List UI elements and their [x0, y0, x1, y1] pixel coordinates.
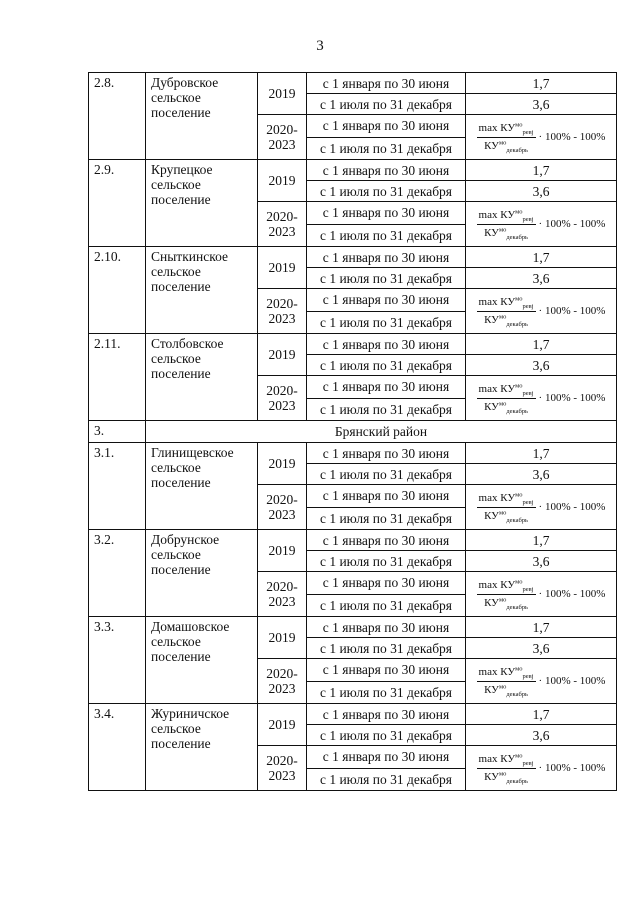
value-cell: 1,7	[466, 160, 617, 181]
numerator-sub: ревj	[522, 302, 534, 310]
period-cell: с 1 июля по 31 декабря	[307, 268, 466, 289]
value-cell: 1,7	[466, 247, 617, 268]
numerator-sub: ревj	[522, 128, 534, 136]
numerator-sub: ревj	[522, 389, 534, 397]
denominator-text: КУ	[484, 509, 499, 522]
formula-cell	[466, 289, 617, 334]
row-number: 2.11.	[89, 334, 146, 421]
year-cell: 2019	[258, 443, 307, 485]
denominator-text: КУ	[484, 770, 499, 783]
formula-cell	[466, 659, 617, 704]
denominator-sub: декабрь	[506, 603, 529, 611]
denominator-text: КУ	[484, 226, 499, 239]
period-cell: с 1 июля по 31 декабря	[307, 725, 466, 746]
period-cell: с 1 января по 30 июня	[307, 530, 466, 551]
settlement-name: Добрунское сельское поселение	[146, 530, 258, 617]
period-cell: с 1 января по 30 июня	[307, 659, 466, 682]
value-cell: 1,7	[466, 73, 617, 94]
period-cell: с 1 июля по 31 декабря	[307, 464, 466, 485]
formula-rest: · 100% - 100%	[538, 391, 606, 404]
period-cell: с 1 января по 30 июня	[307, 202, 466, 225]
value-cell: 3,6	[466, 725, 617, 746]
value-cell: 3,6	[466, 464, 617, 485]
formula-numerator	[477, 578, 536, 595]
value-cell: 3,6	[466, 638, 617, 659]
formula-numerator	[477, 752, 536, 769]
denominator-sub: декабрь	[506, 320, 529, 328]
period-cell: с 1 января по 30 июня	[307, 443, 466, 464]
formula-denominator	[484, 682, 528, 698]
period-cell: с 1 июля по 31 декабря	[307, 94, 466, 115]
row-number: 3.4.	[89, 704, 146, 791]
year-cell: 2020-2023	[258, 376, 307, 421]
period-cell: с 1 января по 30 июня	[307, 73, 466, 94]
numerator-sub: ревj	[522, 672, 534, 680]
row-number: 2.10.	[89, 247, 146, 334]
period-cell: с 1 января по 30 июня	[307, 160, 466, 181]
period-cell: с 1 июля по 31 декабря	[307, 181, 466, 202]
formula-fraction	[477, 208, 536, 241]
period-cell: с 1 июля по 31 декабря	[307, 311, 466, 334]
formula-rest: · 100% - 100%	[538, 500, 606, 513]
period-cell: с 1 января по 30 июня	[307, 572, 466, 595]
numerator-sub: ревj	[522, 759, 534, 767]
denominator-text: КУ	[484, 400, 499, 413]
numerator-text: max КУ	[478, 752, 516, 765]
formula	[466, 485, 616, 529]
denominator-text: КУ	[484, 683, 499, 696]
table-row	[89, 704, 617, 725]
table-row	[89, 160, 617, 181]
formula-fraction	[477, 121, 536, 154]
row-number: 3.	[89, 421, 146, 443]
formula-denominator	[484, 312, 528, 328]
denominator-sup: мо	[498, 138, 507, 146]
settlement-name: Дубровское сельское поселение	[146, 73, 258, 160]
table-row	[89, 334, 617, 355]
formula-denominator	[484, 595, 528, 611]
denominator-sub: декабрь	[506, 690, 529, 698]
numerator-text: max КУ	[478, 491, 516, 504]
formula-fraction	[477, 491, 536, 524]
numerator-sup: мо	[515, 120, 523, 128]
numerator-text: max КУ	[478, 121, 516, 134]
formula-cell	[466, 485, 617, 530]
numerator-sub: ревj	[522, 585, 534, 593]
formula-denominator	[484, 225, 528, 241]
period-cell: с 1 июля по 31 декабря	[307, 681, 466, 704]
formula	[466, 202, 616, 246]
year-cell: 2020-2023	[258, 289, 307, 334]
year-cell: 2019	[258, 160, 307, 202]
formula-cell	[466, 746, 617, 791]
period-cell: с 1 января по 30 июня	[307, 289, 466, 312]
period-cell: с 1 января по 30 июня	[307, 704, 466, 725]
denominator-sup: мо	[498, 508, 507, 516]
year-cell: 2020-2023	[258, 202, 307, 247]
formula-fraction	[477, 752, 536, 785]
value-cell: 3,6	[466, 181, 617, 202]
period-cell: с 1 июля по 31 декабря	[307, 137, 466, 160]
period-cell: с 1 июля по 31 декабря	[307, 398, 466, 421]
table-row	[89, 443, 617, 464]
table-row	[89, 73, 617, 94]
year-cell: 2019	[258, 247, 307, 289]
formula	[466, 746, 616, 790]
numerator-sup: мо	[515, 490, 523, 498]
value-cell: 1,7	[466, 617, 617, 638]
formula-rest: · 100% - 100%	[538, 217, 606, 230]
value-cell: 1,7	[466, 334, 617, 355]
numerator-sup: мо	[515, 751, 523, 759]
region-name: Брянский район	[146, 421, 617, 443]
formula	[466, 572, 616, 616]
row-number: 3.2.	[89, 530, 146, 617]
formula-rest: · 100% - 100%	[538, 761, 606, 774]
numerator-sub: ревj	[522, 498, 534, 506]
value-cell: 1,7	[466, 704, 617, 725]
year-cell: 2019	[258, 334, 307, 376]
numerator-text: max КУ	[478, 295, 516, 308]
numerator-sup: мо	[515, 577, 523, 585]
formula-numerator	[477, 665, 536, 682]
row-number: 3.1.	[89, 443, 146, 530]
denominator-sup: мо	[498, 225, 507, 233]
formula-fraction	[477, 295, 536, 328]
year-cell: 2020-2023	[258, 485, 307, 530]
settlement-name: Крупецкое сельское поселение	[146, 160, 258, 247]
numerator-sub: ревj	[522, 215, 534, 223]
formula-rest: · 100% - 100%	[538, 304, 606, 317]
denominator-sup: мо	[498, 312, 507, 320]
settlement-name: Сныткинское сельское поселение	[146, 247, 258, 334]
period-cell: с 1 января по 30 июня	[307, 376, 466, 399]
formula-rest: · 100% - 100%	[538, 674, 606, 687]
period-cell: с 1 января по 30 июня	[307, 334, 466, 355]
formula-fraction	[477, 665, 536, 698]
year-cell: 2019	[258, 617, 307, 659]
formula	[466, 376, 616, 420]
formula-fraction	[477, 578, 536, 611]
denominator-sub: декабрь	[506, 516, 529, 524]
denominator-sub: декабрь	[506, 233, 529, 241]
numerator-sup: мо	[515, 381, 523, 389]
formula-denominator	[484, 769, 528, 785]
denominator-sub: декабрь	[506, 146, 529, 154]
period-cell: с 1 июля по 31 декабря	[307, 768, 466, 791]
year-cell: 2020-2023	[258, 572, 307, 617]
period-cell: с 1 января по 30 июня	[307, 617, 466, 638]
formula-numerator	[477, 382, 536, 399]
value-cell: 3,6	[466, 268, 617, 289]
formula	[466, 659, 616, 703]
formula-rest: · 100% - 100%	[538, 587, 606, 600]
formula-numerator	[477, 121, 536, 138]
period-cell: с 1 июля по 31 декабря	[307, 638, 466, 659]
value-cell: 3,6	[466, 551, 617, 572]
period-cell: с 1 января по 30 июня	[307, 485, 466, 508]
formula-cell	[466, 202, 617, 247]
year-cell: 2019	[258, 73, 307, 115]
period-cell: с 1 июля по 31 декабря	[307, 594, 466, 617]
year-cell: 2020-2023	[258, 746, 307, 791]
formula	[466, 115, 616, 159]
value-cell: 3,6	[466, 94, 617, 115]
numerator-text: max КУ	[478, 665, 516, 678]
value-cell: 3,6	[466, 355, 617, 376]
formula-denominator	[484, 399, 528, 415]
row-number: 2.9.	[89, 160, 146, 247]
formula-cell	[466, 572, 617, 617]
table-row	[89, 617, 617, 638]
year-cell: 2019	[258, 530, 307, 572]
denominator-sup: мо	[498, 682, 507, 690]
period-cell: с 1 июля по 31 декабря	[307, 355, 466, 376]
year-cell: 2020-2023	[258, 659, 307, 704]
numerator-sup: мо	[515, 664, 523, 672]
formula-denominator	[484, 138, 528, 154]
period-cell: с 1 июля по 31 декабря	[307, 507, 466, 530]
period-cell: с 1 января по 30 июня	[307, 746, 466, 769]
settlement-name: Домашовское сельское поселение	[146, 617, 258, 704]
formula-denominator	[484, 508, 528, 524]
denominator-sup: мо	[498, 595, 507, 603]
period-cell: с 1 июля по 31 декабря	[307, 224, 466, 247]
denominator-sup: мо	[498, 399, 507, 407]
denominator-sub: декабрь	[506, 407, 529, 415]
denominator-text: КУ	[484, 313, 499, 326]
tariff-table	[88, 72, 617, 791]
formula-rest: · 100% - 100%	[538, 130, 606, 143]
formula-numerator	[477, 295, 536, 312]
formula-numerator	[477, 491, 536, 508]
settlement-name: Столбовское сельское поселение	[146, 334, 258, 421]
formula-fraction	[477, 382, 536, 415]
year-cell: 2020-2023	[258, 115, 307, 160]
page-number: 3	[316, 38, 324, 54]
value-cell: 1,7	[466, 443, 617, 464]
numerator-sup: мо	[515, 294, 523, 302]
formula-cell	[466, 115, 617, 160]
denominator-text: КУ	[484, 596, 499, 609]
period-cell: с 1 июля по 31 декабря	[307, 551, 466, 572]
numerator-text: max КУ	[478, 578, 516, 591]
denominator-sub: декабрь	[506, 777, 529, 785]
numerator-text: max КУ	[478, 208, 516, 221]
region-row	[89, 421, 617, 443]
numerator-text: max КУ	[478, 382, 516, 395]
table-row	[89, 247, 617, 268]
value-cell: 1,7	[466, 530, 617, 551]
formula-numerator	[477, 208, 536, 225]
denominator-text: КУ	[484, 139, 499, 152]
numerator-sup: мо	[515, 207, 523, 215]
year-cell: 2019	[258, 704, 307, 746]
settlement-name: Журиничское сельское поселение	[146, 704, 258, 791]
period-cell: с 1 января по 30 июня	[307, 115, 466, 138]
formula-cell	[466, 376, 617, 421]
formula	[466, 289, 616, 333]
denominator-sup: мо	[498, 769, 507, 777]
settlement-name: Глинищевское сельское поселение	[146, 443, 258, 530]
period-cell: с 1 января по 30 июня	[307, 247, 466, 268]
row-number: 2.8.	[89, 73, 146, 160]
row-number: 3.3.	[89, 617, 146, 704]
table-row	[89, 530, 617, 551]
